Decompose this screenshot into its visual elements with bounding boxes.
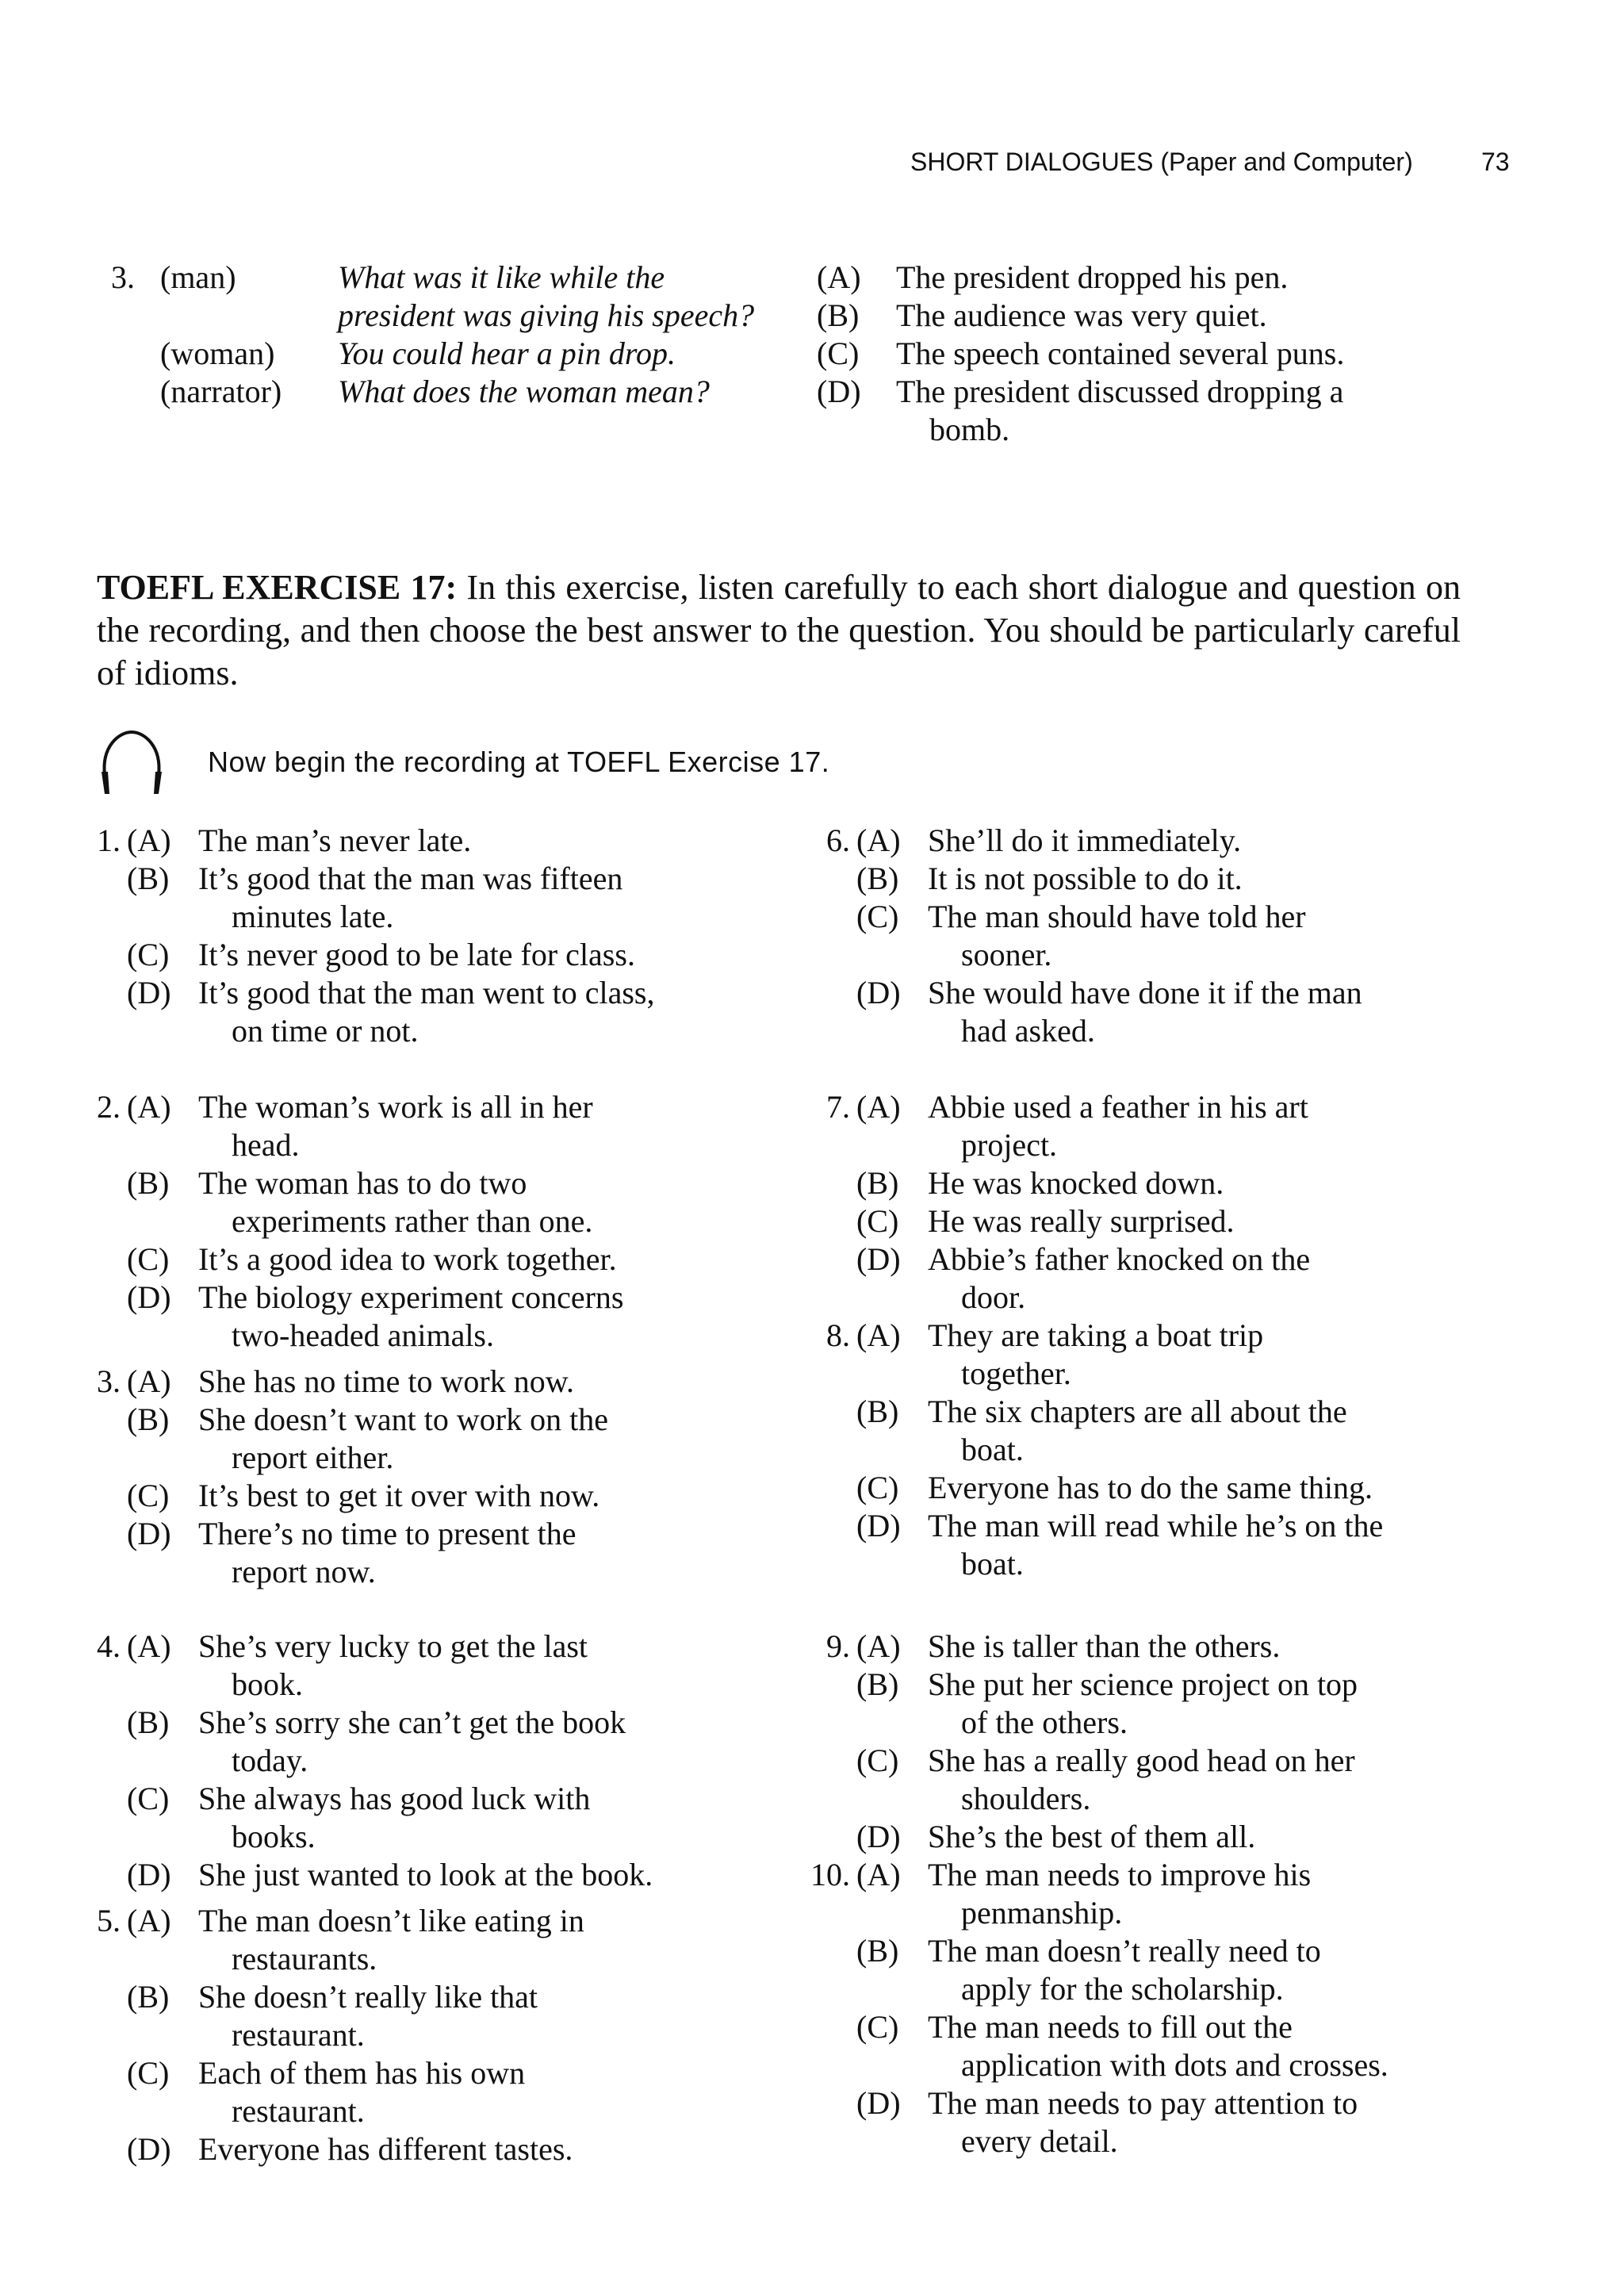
option-letter: (C)	[127, 2055, 170, 2091]
option-letter: (B)	[856, 1666, 899, 1702]
option-letter: (B)	[817, 297, 860, 333]
option-text	[198, 2054, 706, 2130]
option-letter: (D)	[856, 1508, 901, 1543]
speaker-label: (man)	[160, 259, 236, 295]
option-text	[198, 1704, 706, 1780]
option-text	[928, 1088, 1435, 1164]
answer-option	[802, 1856, 1516, 1932]
answer-option	[802, 1469, 1516, 1507]
answer-option	[73, 974, 787, 1050]
exercise-text: In this exercise, listen carefully to each short dialogue and question on the recording, and then choose the best answer to the question. You should be particularly careful of idioms.	[97, 568, 1461, 692]
question-item	[802, 1088, 1516, 1317]
option-line: The man needs to improve his	[928, 1857, 1312, 1892]
answer-option	[802, 2008, 1516, 2084]
answer-option	[802, 1818, 1516, 1856]
option-text	[928, 2084, 1435, 2161]
answer-option	[73, 1856, 787, 1894]
option-text	[928, 1240, 1435, 1317]
option-letter: (C)	[856, 899, 899, 934]
option-text	[928, 1742, 1435, 1818]
answer-option	[73, 1401, 787, 1477]
answer-option	[802, 898, 1516, 974]
option-line: She doesn’t want to work on the	[198, 1401, 608, 1437]
answer-option	[802, 860, 1516, 898]
option-text	[198, 1780, 706, 1856]
option-text	[928, 1628, 1435, 1666]
option-line: on time or not.	[232, 1013, 419, 1049]
option-line: She would have done it if the man	[928, 975, 1362, 1010]
option-letter: (A)	[127, 1628, 171, 1664]
option-line: She’s very lucky to get the last	[198, 1628, 588, 1664]
running-head: SHORT DIALOGUES (Paper and Computer)	[910, 148, 1413, 176]
question-number: 5.	[97, 1903, 121, 1938]
option-letter: (A)	[127, 1363, 171, 1399]
answer-option	[73, 2130, 787, 2168]
option-line: Abbie used a feather in his art	[928, 1089, 1308, 1125]
question-number: 4.	[97, 1628, 121, 1664]
option-line: every detail.	[961, 2123, 1118, 2159]
option-text	[928, 1393, 1435, 1469]
answer-option	[73, 822, 787, 860]
option-text	[198, 1515, 706, 1591]
option-line: bomb.	[929, 412, 1010, 447]
option-text	[198, 1363, 706, 1401]
option-text	[198, 1401, 706, 1477]
option-line: The man should have told her	[928, 899, 1306, 934]
question-number: 9.	[826, 1628, 850, 1664]
answer-option	[802, 1088, 1516, 1164]
answer-option	[73, 1240, 787, 1279]
option-line: Abbie’s father knocked on the	[928, 1241, 1311, 1277]
option-text	[928, 1164, 1435, 1202]
option-line: The man needs to pay attention to	[928, 2085, 1358, 2121]
option-letter: (D)	[856, 975, 901, 1010]
option-line: had asked.	[961, 1013, 1095, 1049]
answer-option	[73, 1704, 787, 1780]
option-letter: (D)	[127, 1516, 171, 1551]
option-text	[198, 974, 706, 1050]
option-letter: (B)	[127, 861, 170, 896]
option-text: The audience was very quiet.	[896, 297, 1267, 333]
option-line: She put her science project on top	[928, 1666, 1358, 1702]
answer-option	[802, 1317, 1516, 1393]
option-line: They are taking a boat trip	[928, 1317, 1264, 1353]
option-line: head.	[232, 1127, 300, 1163]
option-line: door.	[961, 1279, 1026, 1315]
option-line: minutes late.	[232, 899, 394, 934]
question-item	[802, 1628, 1516, 1856]
answer-option	[73, 936, 787, 974]
option-line: The man doesn’t really need to	[928, 1933, 1321, 1969]
option-letter: (B)	[127, 1401, 170, 1437]
speaker-label: (narrator)	[160, 374, 282, 409]
option-line: boat.	[961, 1546, 1024, 1582]
option-line: book.	[232, 1666, 303, 1702]
answer-option	[802, 1742, 1516, 1818]
option-line: It’s a good idea to work together.	[198, 1241, 617, 1277]
option-text: The speech contained several puns.	[896, 335, 1345, 371]
answer-option	[73, 1902, 787, 1978]
option-text	[198, 1477, 706, 1515]
option-text	[928, 2008, 1435, 2084]
option-line: of the others.	[961, 1704, 1128, 1740]
option-line: Each of them has his own	[198, 2055, 526, 2091]
option-letter: (B)	[856, 861, 899, 896]
option-line: She just wanted to look at the book.	[198, 1857, 653, 1892]
question-item	[802, 1856, 1516, 2161]
option-line: The woman’s work is all in her	[198, 1089, 593, 1125]
option-text	[928, 1317, 1435, 1393]
option-letter: (C)	[127, 1781, 170, 1816]
answer-option	[73, 1628, 787, 1704]
option-line: Everyone has to do the same thing.	[928, 1470, 1373, 1505]
option-line: She’ll do it immediately.	[928, 822, 1242, 858]
option-letter: (A)	[127, 822, 171, 858]
option-line: It’s best to get it over with now.	[198, 1478, 600, 1513]
recording-cue: Now begin the recording at TOEFL Exercise 17.	[208, 746, 830, 778]
answer-option	[802, 1932, 1516, 2008]
option-letter: (C)	[856, 1203, 899, 1239]
page-number: 73	[1481, 148, 1510, 176]
option-letter: (D)	[127, 1857, 171, 1892]
option-line: The six chapters are all about the	[928, 1394, 1347, 1429]
answer-option	[73, 1780, 787, 1856]
question-item	[73, 1363, 787, 1591]
option-text	[198, 1279, 706, 1355]
option-letter: (B)	[127, 1979, 170, 2015]
option-line: The president discussed dropping a	[896, 374, 1344, 409]
option-line: The man needs to fill out the	[928, 2009, 1293, 2045]
answer-option	[73, 1515, 787, 1591]
option-line: apply for the scholarship.	[961, 1971, 1284, 2007]
question-number: 10.	[810, 1857, 850, 1892]
option-letter: (C)	[127, 1241, 170, 1277]
option-text	[198, 860, 706, 936]
option-letter: (C)	[817, 335, 860, 371]
speaker-label: (woman)	[160, 335, 275, 371]
option-text	[198, 1902, 706, 1978]
option-text	[928, 822, 1435, 860]
option-line: It’s good that the man was fifteen	[198, 861, 623, 896]
question-item	[73, 822, 787, 1050]
option-line: It’s never good to be late for class.	[198, 937, 635, 972]
option-letter: (D)	[856, 1819, 901, 1854]
option-letter: (B)	[856, 1394, 899, 1429]
answer-option	[802, 822, 1516, 860]
option-text	[198, 1240, 706, 1279]
option-text	[198, 822, 706, 860]
answer-option	[73, 1978, 787, 2054]
exercise-instructions	[97, 566, 1461, 695]
option-text	[896, 373, 1467, 449]
option-letter: (A)	[856, 1317, 901, 1353]
option-line: She has no time to work now.	[198, 1363, 575, 1399]
exercise-label: TOEFL EXERCISE 17:	[97, 568, 458, 607]
option-text	[198, 1088, 706, 1164]
answer-option	[802, 1164, 1516, 1202]
option-letter: (A)	[127, 1903, 171, 1938]
option-letter: (B)	[856, 1165, 899, 1201]
option-letter: (A)	[856, 1628, 901, 1664]
option-text: The president dropped his pen.	[896, 259, 1289, 295]
question-item	[73, 1902, 787, 2168]
answer-option	[73, 1088, 787, 1164]
option-letter: (C)	[856, 1743, 899, 1778]
option-line: books.	[232, 1819, 316, 1854]
option-line: sooner.	[961, 937, 1052, 972]
option-line: application with dots and crosses.	[961, 2047, 1388, 2083]
option-line: report now.	[232, 1554, 376, 1589]
answer-option	[73, 1363, 787, 1401]
question-item	[802, 1317, 1516, 1583]
answer-option	[802, 974, 1516, 1050]
option-text	[928, 1507, 1435, 1583]
answer-option	[73, 2054, 787, 2130]
option-letter: (A)	[127, 1089, 171, 1125]
option-text	[928, 860, 1435, 898]
option-line: The man’s never late.	[198, 822, 472, 858]
option-text	[198, 1628, 706, 1704]
option-text	[928, 1932, 1435, 2008]
answer-option	[802, 1628, 1516, 1666]
question-number: 8.	[826, 1317, 850, 1353]
option-line: restaurant.	[232, 2093, 365, 2129]
dialogue-line: What was it like while the	[338, 259, 665, 295]
option-line: boat.	[961, 1432, 1024, 1467]
option-letter: (A)	[856, 822, 901, 858]
question-item	[73, 1628, 787, 1894]
option-text	[928, 1856, 1435, 1932]
answer-option	[802, 1507, 1516, 1583]
option-letter: (C)	[127, 1478, 170, 1513]
question-number: 7.	[826, 1089, 850, 1125]
option-line: She always has good luck with	[198, 1781, 591, 1816]
option-text	[928, 1469, 1435, 1507]
option-line: penmanship.	[961, 1895, 1123, 1931]
option-text	[928, 1818, 1435, 1856]
option-letter: (D)	[856, 1241, 901, 1277]
option-text	[198, 936, 706, 974]
option-line: It’s good that the man went to class,	[198, 975, 655, 1010]
option-letter: (D)	[856, 2085, 901, 2121]
option-letter: (D)	[127, 1279, 171, 1315]
answer-option	[802, 1666, 1516, 1742]
option-letter: (A)	[817, 259, 861, 295]
option-line: He was really surprised.	[928, 1203, 1235, 1239]
option-text	[928, 974, 1435, 1050]
question-number: 6.	[826, 822, 850, 858]
option-line: The biology experiment concerns	[198, 1279, 624, 1315]
option-text	[198, 1978, 706, 2054]
option-letter: (D)	[127, 975, 171, 1010]
option-text	[928, 1202, 1435, 1240]
answer-option	[73, 1477, 787, 1515]
option-letter: (C)	[856, 2009, 899, 2045]
option-text	[198, 1164, 706, 1240]
option-line: shoulders.	[961, 1781, 1091, 1816]
option-letter: (C)	[127, 937, 170, 972]
option-line: The man will read while he’s on the	[928, 1508, 1384, 1543]
dialogue-line: What does the woman mean?	[338, 374, 710, 409]
option-line: The man doesn’t like eating in	[198, 1903, 584, 1938]
answer-option	[802, 2084, 1516, 2161]
option-letter: (C)	[856, 1470, 899, 1505]
dialogue-line: You could hear a pin drop.	[338, 335, 676, 371]
option-letter: (B)	[856, 1933, 899, 1969]
option-text	[928, 898, 1435, 974]
dialogue-line: president was giving his speech?	[338, 297, 755, 333]
option-line: She has a really good head on her	[928, 1743, 1355, 1778]
option-line: report either.	[232, 1440, 394, 1475]
option-letter: (B)	[127, 1165, 170, 1201]
option-letter: (D)	[817, 374, 861, 409]
option-line: She is taller than the others.	[928, 1628, 1281, 1664]
question-number: 2.	[97, 1089, 121, 1125]
answer-option	[73, 860, 787, 936]
option-letter: (B)	[127, 1704, 170, 1740]
option-line: It is not possible to do it.	[928, 861, 1243, 896]
option-letter: (A)	[856, 1089, 901, 1125]
option-line: There’s no time to present the	[198, 1516, 576, 1551]
option-text	[198, 2130, 706, 2168]
option-line: restaurants.	[232, 1941, 377, 1977]
option-line: two-headed animals.	[232, 1317, 494, 1353]
option-line: He was knocked down.	[928, 1165, 1224, 1201]
option-line: She’s the best of them all.	[928, 1819, 1256, 1854]
option-line: She’s sorry she can’t get the book	[198, 1704, 626, 1740]
answer-option	[802, 1393, 1516, 1469]
option-line: experiments rather than one.	[232, 1203, 593, 1239]
question-item	[73, 1088, 787, 1355]
answer-option	[802, 1202, 1516, 1240]
option-line: restaurant.	[232, 2017, 365, 2053]
option-letter: (A)	[856, 1857, 901, 1892]
answer-option	[73, 1164, 787, 1240]
answer-option	[73, 1279, 787, 1355]
option-line: She doesn’t really like that	[198, 1979, 538, 2015]
option-line: together.	[961, 1355, 1071, 1391]
option-letter: (D)	[127, 2131, 171, 2167]
answer-option	[802, 1240, 1516, 1317]
option-line: project.	[961, 1127, 1058, 1163]
option-text	[198, 1856, 706, 1894]
question-number: 3.	[97, 1363, 121, 1399]
option-line: Everyone has different tastes.	[198, 2131, 573, 2167]
headphones-icon	[94, 726, 170, 802]
option-line: today.	[232, 1743, 308, 1778]
option-line: The woman has to do two	[198, 1165, 527, 1201]
question-number: 1.	[97, 822, 121, 858]
question-item	[802, 822, 1516, 1050]
option-text	[928, 1666, 1435, 1742]
example-number: 3.	[111, 259, 135, 295]
